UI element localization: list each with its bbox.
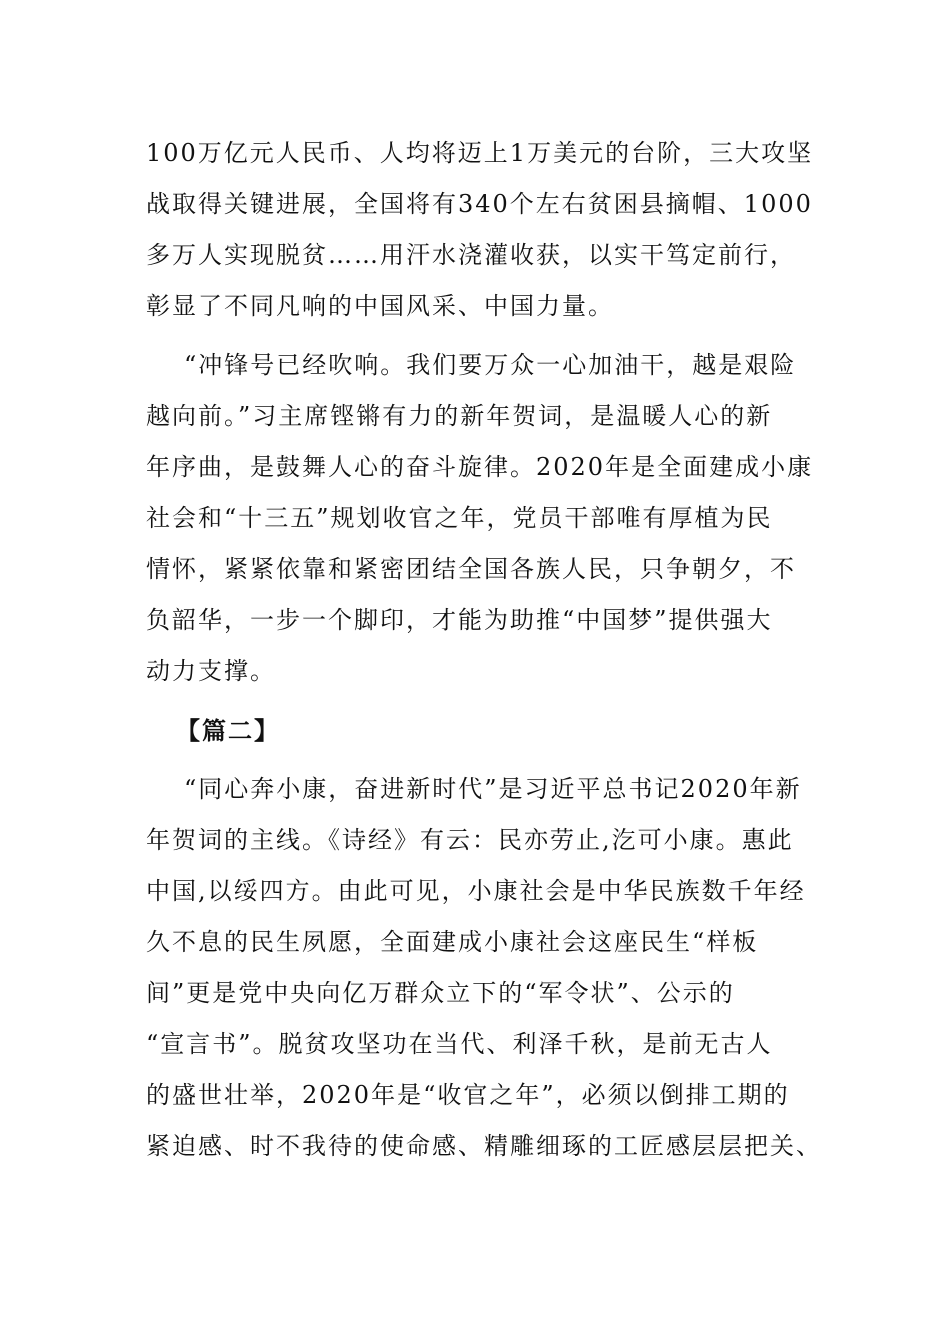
section-heading bbox=[146, 705, 816, 756]
paragraph-2 bbox=[146, 340, 816, 697]
paragraph-line: “宣言书”。脱贫攻坚功在当代、利泽千秋，是前无古人 bbox=[146, 1030, 773, 1058]
paragraph-line: 情怀，紧紧依靠和紧密团结全国各族人民，只争朝夕，不 bbox=[146, 555, 796, 583]
paragraph-line: 社会和“十三五”规划收官之年，党员干部唯有厚植为民 bbox=[146, 504, 773, 532]
paragraph-line: 紧迫感、时不我待的使命感、精雕细琢的工匠感层层把关、 bbox=[146, 1132, 822, 1160]
paragraph-line: 的盛世壮举，2020年是“收官之年”，必须以倒排工期的 bbox=[146, 1081, 790, 1109]
paragraph-spacing bbox=[146, 332, 816, 340]
paragraph-line: 100万亿元人民币、人均将迈上1万美元的台阶，三大攻坚 bbox=[146, 139, 814, 167]
paragraph-line: 年序曲，是鼓舞人心的奋斗旋律。2020年是全面建成小康 bbox=[146, 453, 814, 481]
paragraph-line: 动力支撑。 bbox=[146, 657, 276, 685]
paragraph-line: 战取得关键进展，全国将有340个左右贫困县摘帽、1000 bbox=[146, 190, 813, 218]
paragraph-3 bbox=[146, 764, 822, 1172]
paragraph-spacing bbox=[146, 697, 816, 705]
paragraph-line: 间”更是党中央向亿万群众立下的“军令状”、公示的 bbox=[146, 979, 735, 1007]
paragraph-line: 久不息的民生夙愿，全面建成小康社会这座民生“样板 bbox=[146, 928, 759, 956]
paragraph-line: 负韶华，一步一个脚印，才能为助推“中国梦”提供强大 bbox=[146, 606, 773, 634]
paragraph-spacing bbox=[146, 756, 816, 764]
document-body bbox=[146, 128, 822, 1172]
section-heading-text: 【篇二】 bbox=[176, 716, 280, 745]
paragraph-line: “冲锋号已经吹响。我们要万众一心加油干，越是艰险 bbox=[184, 351, 797, 379]
paragraph-line: 越向前。”习主席铿锵有力的新年贺词，是温暖人心的新 bbox=[146, 402, 773, 430]
paragraph-line: 多万人实现脱贫……用汗水浇灌收获，以实干笃定前行， bbox=[146, 241, 796, 269]
paragraph-line: “同心奔小康，奋进新时代”是习近平总书记2020年新 bbox=[184, 775, 802, 803]
paragraph-line: 彰显了不同凡响的中国风采、中国力量。 bbox=[146, 292, 614, 320]
paragraph-line: 中国,以绥四方。由此可见，小康社会是中华民族数千年经 bbox=[146, 877, 806, 905]
paragraph-1 bbox=[146, 128, 816, 332]
paragraph-line: 年贺词的主线。《诗经》有云：民亦劳止,汔可小康。惠此 bbox=[146, 826, 794, 854]
